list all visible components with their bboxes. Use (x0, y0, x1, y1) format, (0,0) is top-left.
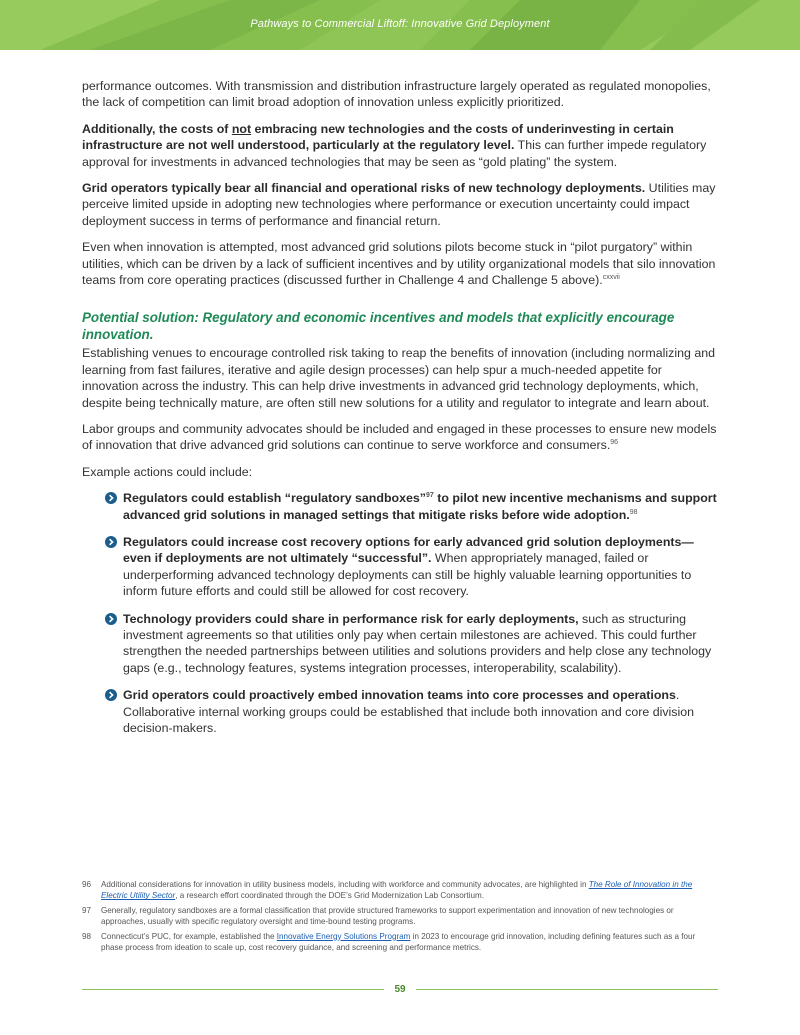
footnote-number: 96 (82, 880, 92, 889)
header-title: Pathways to Commercial Liftoff: Innovative Grid Deployment (250, 18, 550, 30)
list-item: Grid operators could proactively embed innovation teams into core processes and operations. Collaborative internal working groups could be established that include both innovation and core division decision-makers. (82, 687, 720, 736)
footnote-ref-97[interactable]: 97 (425, 492, 434, 499)
footnote-number: 98 (82, 931, 92, 941)
footnote-96: 96 Additional considerations for innovation in utility business models, including with workforce and community advocates, are highlighted in The Role of Innovation in the Electric Utility Sector, a research effort coordinated through the DOE’s Grid Modernization Lab Consortium. (82, 880, 693, 901)
list-item: Regulators could establish “regulatory sandboxes”$^{97}$ to pilot new incentive mechanisms and support advanced grid solutions in managed settings that mitigate risks before wide adoption.$^{98}$ (82, 490, 720, 523)
footnote-97: 97 Generally, regulatory sandboxes are a formal classification that provide structured frameworks to support experimentation and innovation of new technologies or approaches, usually with specific regulatory oversight and time-bound testing programs. (82, 905, 674, 927)
chevron-circle-icon (105, 613, 117, 625)
paragraph-performance: performance outcomes. With transmission and distribution infrastructure largely operated as regulated monopolies, the lack of competition can limit broad adoption of innovation unless explicitly prioritized. (82, 79, 711, 110)
paragraph-labor-groups: Labor groups and community advocates should be included and engaged in these processes to ensure new models of innovation that drive advanced grid solutions can continue to serve workforce and consumers.$^{96}$ (82, 421, 717, 453)
paragraph-venues: Establishing venues to encourage controlled risk taking to reap the benefits of innovation (including normalizing and learning from fast failures, iterative and agile design processes) can help spur a much-needed appetite for innovation across the industry. This can help drive investments in advanced grid technology deployments, which, despite being technically mature, are often still new solutions for a utility and regulator to integrate and learn about. (82, 346, 715, 410)
footnote-ref-98[interactable]: 98 (629, 508, 638, 516)
main-content (82, 78, 720, 747)
action-list (82, 490, 720, 736)
footnote-98: 98 Connecticut’s PUC, for example, established the Innovative Energy Solutions Program in 2023 to encourage grid innovation, including defining features such as a four phase process from ideation to scale up, cost recovery guidance, and screening and performance metrics. (82, 931, 696, 953)
footnotes (82, 879, 718, 956)
paragraph-costs: Additionally, the costs of not embracing new technologies and the costs of underinvesting in certain infrastructure are not well understood, particularly at the regulatory level. This can further impede regulatory approval for investments in advanced technologies that may be seen as “gold plating” the system. (82, 121, 707, 169)
innovative-energy-solutions-link[interactable]: Innovative Energy Solutions Program (276, 931, 411, 941)
page-number: 59 (394, 984, 406, 995)
chevron-circle-icon (105, 492, 117, 504)
page-header-banner (0, 0, 800, 50)
footnote-number: 97 (82, 905, 92, 915)
chevron-circle-icon (105, 689, 117, 701)
endnote-ref: cxxvii (602, 273, 620, 281)
paragraph-pilot-purgatory: Even when innovation is attempted, most advanced grid solutions pilots become stuck in “pilot purgatory” within utilities, which can be driven by a lack of sufficient incentives and by utility organizational models that silo innovation teams from core operating practices (discussed further in Challenge 4 and Challenge 5 above).$^{cxxvii}$ (82, 240, 716, 288)
footnote-ref-96[interactable]: 96 (610, 439, 619, 447)
paragraph-grid-operators-risk: Grid operators typically bear all financial and operational risks of new technology deployments. Utilities may perceive limited upside in adopting new technologies where performance or execution uncertainty could impact deployment success in terms of performance and financial return. (82, 181, 716, 228)
list-item: Regulators could increase cost recovery options for early advanced grid solution deployments—even if deployments are not ultimately “successful”. When appropriately managed, failed or underperforming advanced technology deployments can still be highly valuable learning opportunities to inform future efforts and could still be allowed for cost recovery. (82, 534, 720, 600)
section-heading: Potential solution: Regulatory and economic incentives and models that explicitly encourage innovation. (82, 310, 675, 342)
list-item: Technology providers could share in performance risk for early deployments, such as structuring investment agreements so that utilities only pay when certain milestones are achieved. This could further strengthen the needed partnerships between utilities and solutions providers and help close any technology gaps (e.g., technology features, systems integration processes, interoperability, scalability). (82, 611, 720, 677)
chevron-circle-icon (105, 536, 117, 548)
paragraph-example-actions: Example actions could include: (82, 464, 253, 479)
role-of-innovation-link[interactable]: The Role of Innovation in the Electric Utility Sector (101, 880, 693, 901)
